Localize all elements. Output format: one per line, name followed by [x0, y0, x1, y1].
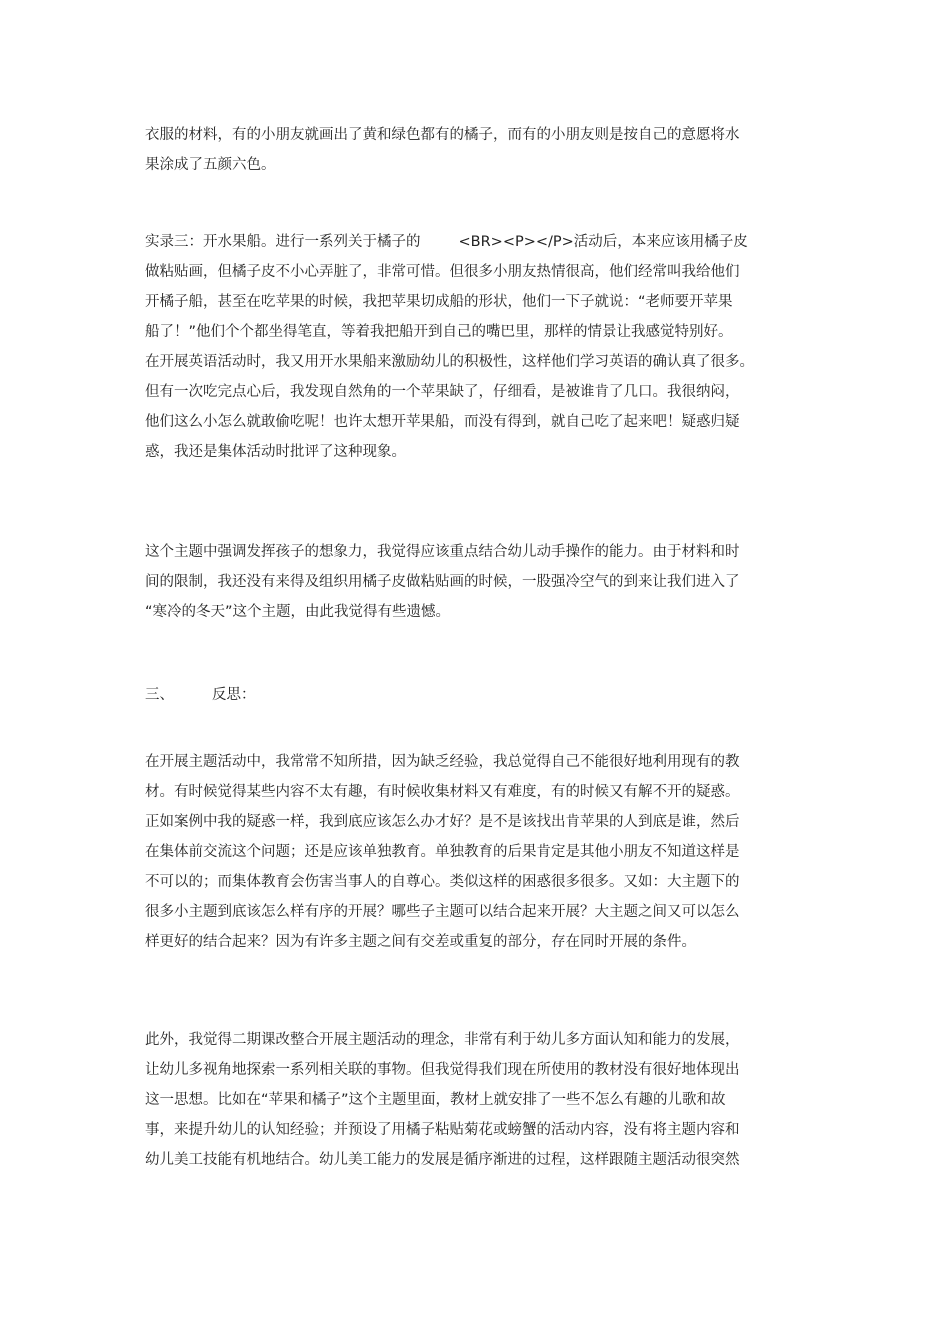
text-line: 在集体前交流这个问题；还是应该单独教育。单独教育的后果肯定是其他小朋友不知道这样是 — [145, 844, 740, 860]
text-line: 不可以的；而集体教育会伤害当事人的自尊心。类似这样的困惑很多很多。又如：大主题下的 — [145, 874, 740, 890]
paragraph-2 — [145, 227, 810, 467]
section-number: 三、 — [145, 687, 174, 703]
html-tag-text: <BR><P></P> — [458, 234, 574, 250]
text-line: 这一思想。比如在“苹果和橘子”这个主题里面，教材上就安排了一些不怎么有趣的儿歌和故 — [145, 1092, 726, 1108]
text-line: 果涂成了五颜六色。 — [145, 157, 276, 173]
text-segment: 实录三：开水果船。进行一系列关于橘子的 — [145, 234, 421, 250]
text-line: 材。有时候觉得某些内容不太有趣，有时候收集材料又有难度，有的时候又有解不开的疑惑。 — [145, 784, 740, 800]
text-line: 正如案例中我的疑惑一样，我到底应该怎么办才好？是不是该找出肯苹果的人到底是谁，然后 — [145, 814, 740, 830]
text-line: “寒冷的冬天”这个主题，由此我觉得有些遗憾。 — [145, 604, 451, 620]
text-line — [145, 227, 810, 257]
text-line: 做粘贴画，但橘子皮不小心弄脏了，非常可惜。但很多小朋友热情很高，他们经常叫我给他们 — [145, 264, 740, 280]
text-line: 此外，我觉得二期课改整合开展主题活动的理念，非常有利于幼儿多方面认知和能力的发展， — [145, 1032, 740, 1048]
text-line: 在开展主题活动中，我常常不知所措，因为缺乏经验，我总觉得自己不能很好地利用现有的教 — [145, 754, 740, 770]
text-line: 让幼儿多视角地探索一系列相关联的事物。但我觉得我们现在所使用的教材没有很好地体现出 — [145, 1062, 740, 1078]
paragraph-1 — [145, 120, 810, 180]
section-heading — [145, 680, 256, 710]
paragraph-3 — [145, 537, 810, 627]
paragraph-4 — [145, 747, 810, 957]
text-line: 很多小主题到底该怎么样有序的开展？哪些子主题可以结合起来开展？大主题之间又可以怎么 — [145, 904, 740, 920]
text-line: 样更好的结合起来？因为有许多主题之间有交差或重复的部分，存在同时开展的条件。 — [145, 934, 696, 950]
text-line: 衣服的材料，有的小朋友就画出了黄和绿色都有的橘子，而有的小朋友则是按自己的意愿将水 — [145, 127, 740, 143]
text-line: 他们这么小怎么就敢偷吃呢！也许太想开苹果船，而没有得到，就自己吃了起来吧！疑惑归疑 — [145, 414, 740, 430]
text-line: 在开展英语活动时，我又用开水果船来激励幼儿的积极性，这样他们学习英语的确认真了很多。 — [145, 354, 754, 370]
text-line: 事，来提升幼儿的认知经验；并预设了用橘子粘贴菊花或螃蟹的活动内容，没有将主题内容和 — [145, 1122, 740, 1138]
text-segment: 活动后，本来应该用橘子皮 — [573, 234, 748, 250]
paragraph-5 — [145, 1025, 810, 1175]
text-line: 惑，我还是集体活动时批评了这种现象。 — [145, 444, 406, 460]
text-line: 但有一次吃完点心后，我发现自然角的一个苹果缺了，仔细看，是被谁肯了几口。我很纳闷， — [145, 384, 740, 400]
text-line: 幼儿美工技能有机地结合。幼儿美工能力的发展是循序渐进的过程，这样跟随主题活动很突然 — [145, 1152, 740, 1168]
text-line: 间的限制，我还没有来得及组织用橘子皮做粘贴画的时候，一股强冷空气的到来让我们进入了 — [145, 574, 740, 590]
section-title: 反思： — [212, 687, 256, 703]
text-line: 这个主题中强调发挥孩子的想象力，我觉得应该重点结合幼儿动手操作的能力。由于材料和时 — [145, 544, 740, 560]
text-line: 开橘子船，甚至在吃苹果的时候，我把苹果切成船的形状，他们一下子就说：“老师要开苹果 — [145, 294, 733, 310]
text-line: 船了！”他们个个都坐得笔直，等着我把船开到自己的嘴巴里，那样的情景让我感觉特别好。 — [145, 324, 733, 340]
